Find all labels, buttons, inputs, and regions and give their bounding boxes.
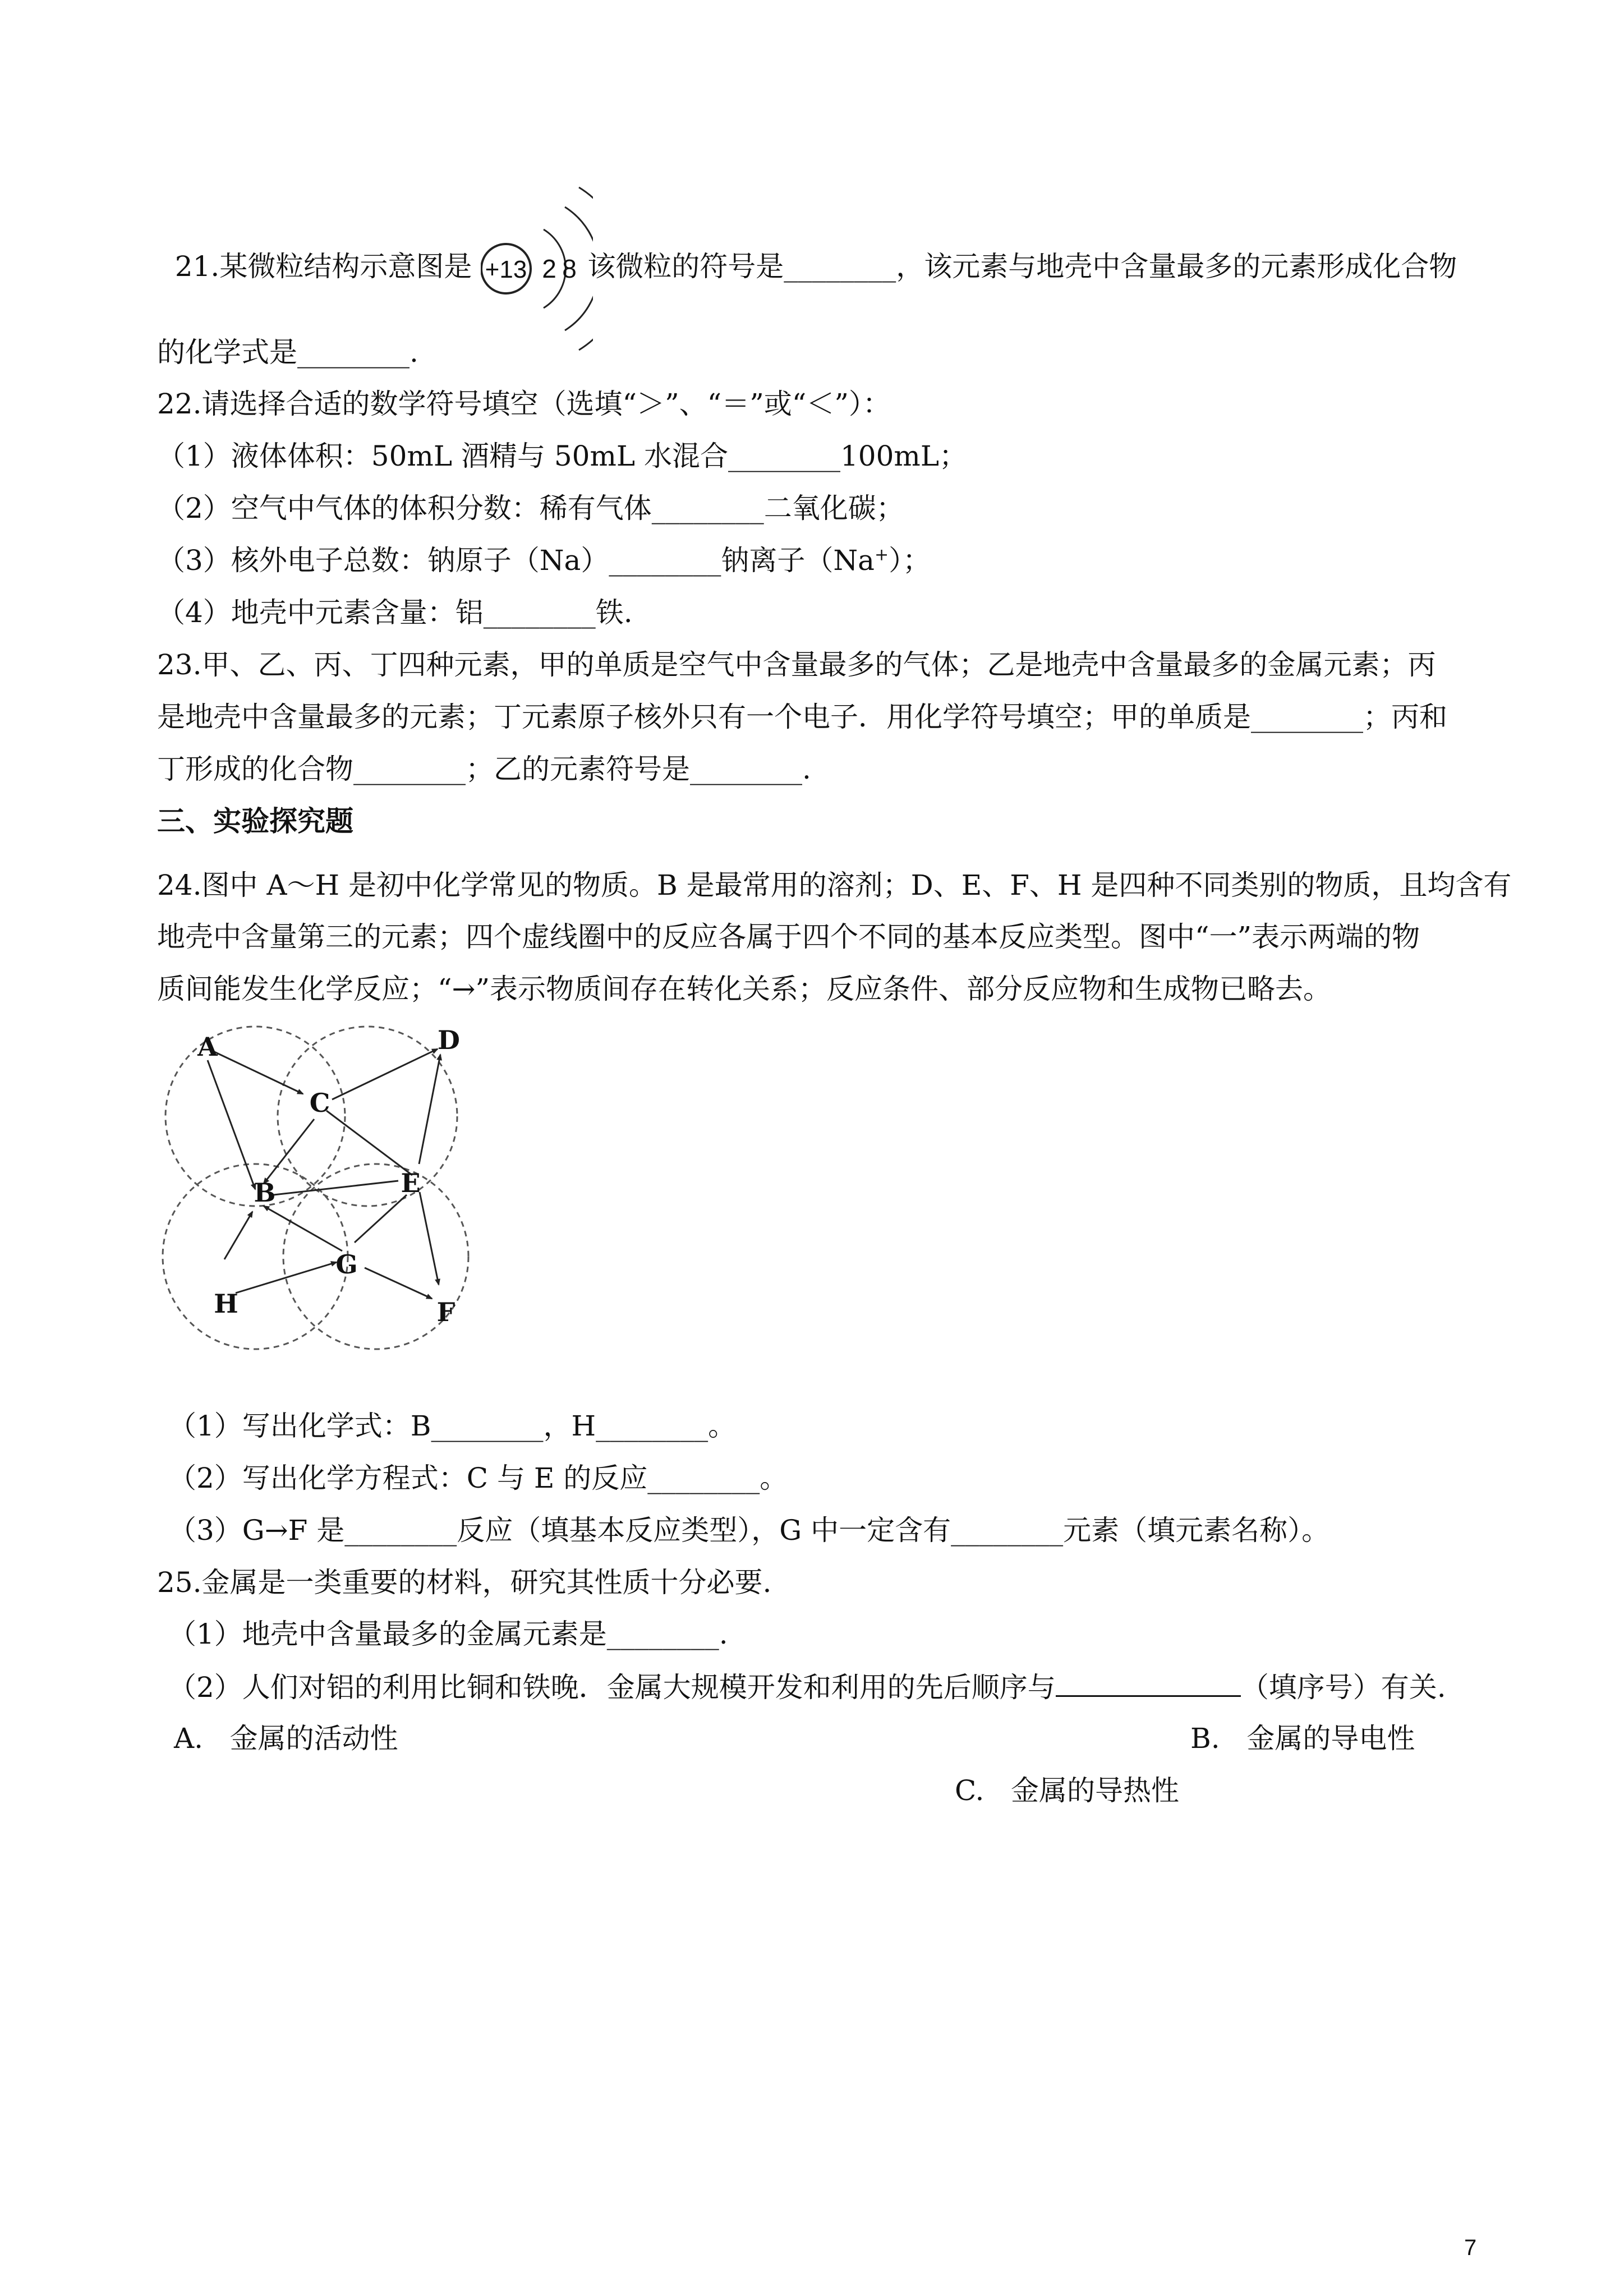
node-d: D (438, 1025, 460, 1055)
q25-stem: 25.金属是一类重要的材料，研究其性质十分必要. (157, 1566, 772, 1599)
node-c: C (309, 1088, 330, 1118)
node-f: F (436, 1297, 456, 1327)
q22-item-1: （1）液体体积：50mL 酒精与 50mL 水混合________100mL； (157, 440, 968, 472)
q23-line-3: 丁形成的化合物________；乙的元素符号是________. (157, 753, 811, 785)
q24-sub-2: （2）写出化学方程式：C 与 E 的反应________。 (168, 1462, 788, 1494)
reaction-diagram (151, 1021, 544, 1371)
q22-item-3-sup: + (874, 545, 889, 565)
node-h: H (214, 1289, 238, 1319)
q22-stem: 22.请选择合适的数学符号填空（选填“＞”、“＝”或“＜”）： (157, 388, 891, 420)
q25-option-b: B. 金属的导电性 (1190, 1722, 1415, 1755)
atom-shell-1: 2 (542, 254, 557, 283)
dashed-circles (163, 1027, 468, 1349)
q25-item-2-text: （2）人们对铝的利用比铜和铁晚．金属大规模开发和利用的先后顺序与 (168, 1671, 1056, 1704)
q22-item-3-end: ）； (889, 544, 931, 577)
q25-item-2 (168, 1669, 1446, 1704)
q21-line1 (157, 216, 1457, 286)
answer-blank (1056, 1669, 1241, 1697)
atom-nucleus: +13 (485, 256, 527, 283)
node-g: G (335, 1249, 358, 1280)
q24-sub-1: （1）写出化学式：B________，H________。 (168, 1410, 737, 1442)
q22-item-4: （4）地壳中元素含量：铝________铁. (157, 596, 633, 629)
q22-item-2: （2）空气中气体的体积分数：稀有气体________二氧化碳； (157, 492, 904, 524)
section-title: 三、实验探究题 (157, 804, 353, 838)
q21-line2: 的化学式是________. (157, 336, 418, 369)
q24-line-1: 24.图中 A～H 是初中化学常见的物质。B 是最常用的溶剂；D、E、F、H 是四种不同类别的物质，且均含有 (157, 869, 1512, 901)
atom-shell-2: 8 (562, 254, 577, 283)
q23-line-2: 是地壳中含量最多的元素；丁元素原子核外只有一个电子．用化学符号填空；甲的单质是________；丙和 (157, 701, 1447, 733)
q22-item-3-text: （3）核外电子总数：钠原子（Na）________钠离子（Na (157, 544, 875, 577)
atom-structure-diagram (481, 252, 587, 286)
q23-line-1: 23.甲、乙、丙、丁四种元素，甲的单质是空气中含量最多的气体；乙是地壳中含量最多的金属元素；丙 (157, 648, 1436, 681)
q21-prefix: 21.某微粒结构示意图是 (174, 250, 481, 283)
node-a: A (197, 1032, 218, 1062)
q25-item-1: （1）地壳中含量最多的金属元素是________. (168, 1618, 728, 1650)
page-number: 7 (1464, 2235, 1477, 2260)
q25-option-c: C. 金属的导热性 (955, 1774, 1180, 1807)
q25-item-2-end: （填序号）有关. (1240, 1671, 1446, 1704)
q24-line-3: 质间能发生化学反应；“→”表示物质间存在转化关系；反应条件、部分反应物和生成物已略去。 (157, 973, 1332, 1005)
q21-suffix: 该微粒的符号是________，该元素与地壳中含量最多的元素形成化合物 (587, 250, 1457, 283)
q24-line-2: 地壳中含量第三的元素；四个虚线圈中的反应各属于四个不同的基本反应类型。图中“一”表示两端的物 (157, 921, 1420, 953)
q22-item-3 (157, 544, 931, 577)
node-b: B (254, 1177, 276, 1208)
q24-sub-3: （3）G→F 是________反应（填基本反应类型），G 中一定含有________元素（填元素名称）。 (168, 1514, 1330, 1547)
node-e: E (401, 1168, 421, 1198)
q25-option-a: A. 金属的活动性 (174, 1722, 398, 1755)
